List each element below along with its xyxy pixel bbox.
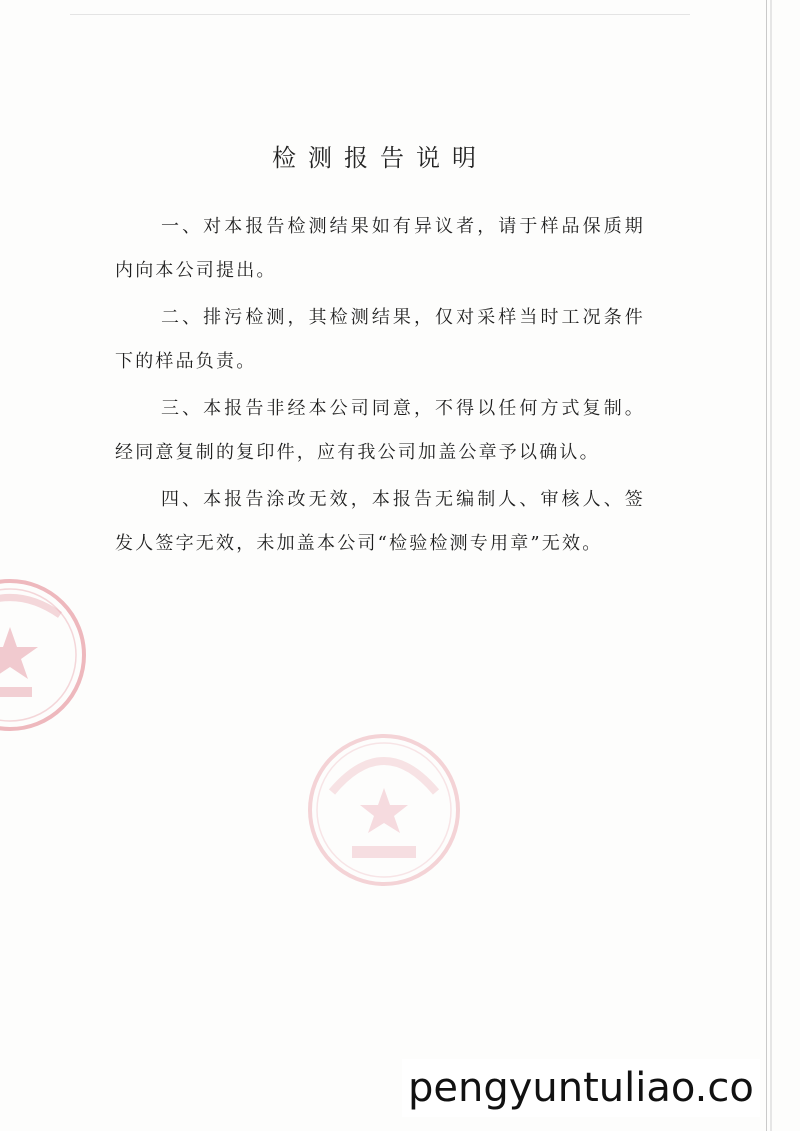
scan-page-edge [766, 0, 767, 1131]
company-seal-center [304, 730, 464, 895]
paragraph-2: 二、排污检测，其检测结果，仅对采样当时工况条件下的样品负责。 [115, 307, 645, 372]
paragraph-3: 三、本报告非经本公司同意，不得以任何方式复制。经同意复制的复印件，应有我公司加盖公章予以确认。 [115, 398, 645, 463]
company-seal-left [0, 575, 90, 740]
scan-top-line [70, 14, 690, 15]
watermark-text: pengyuntuliao.co [402, 1059, 760, 1117]
document-title: 检测报告说明 [272, 144, 488, 172]
paragraph-4: 四、本报告涂改无效，本报告无编制人、审核人、签发人签字无效，未加盖本公司“检验检测专用章”无效。 [115, 489, 645, 554]
paragraph-1: 一、对本报告检测结果如有异议者，请于样品保质期内向本公司提出。 [115, 216, 645, 281]
scan-page-edge-shadow [770, 0, 772, 1131]
